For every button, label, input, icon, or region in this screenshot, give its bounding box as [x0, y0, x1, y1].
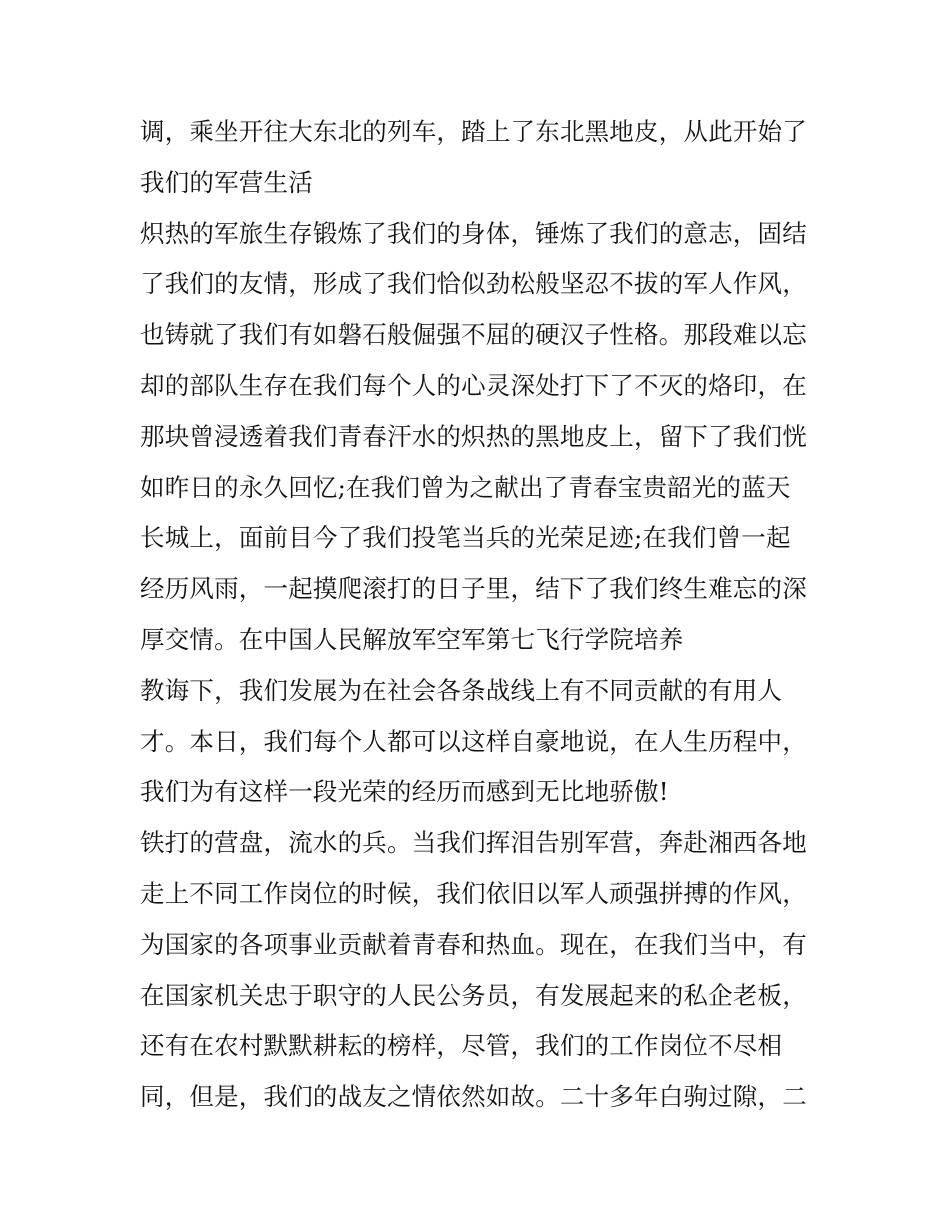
text-line: 也铸就了我们有如磐石般倔强不屈的硬汉子性格。那段难以忘 [140, 320, 807, 350]
text-line: 在国家机关忠于职守的人民公务员，有发展起来的私企老板， [140, 980, 807, 1010]
text-line: 长城上，面前目今了我们投笔当兵的光荣足迹;在我们曾一起 [140, 523, 791, 553]
text-line: 走上不同工作岗位的时候，我们依旧以军人顽强拼搏的作风， [140, 878, 807, 908]
text-line: 经历风雨，一起摸爬滚打的日子里，结下了我们终生难忘的深 [140, 574, 807, 604]
text-line: 我们为有这样一段光荣的经历而感到无比地骄傲! [140, 777, 669, 807]
text-line: 还有在农村默默耕耘的榜样，尽管，我们的工作岗位不尽相 [140, 1031, 783, 1061]
text-line: 同，但是，我们的战友之情依然如故。二十多年白驹过隙，二 [140, 1082, 807, 1112]
document-body-text [140, 107, 820, 1123]
text-line: 教诲下，我们发展为在社会各条战线上有不同贡献的有用人 [140, 675, 783, 705]
text-line: 我们的军营生活 [140, 167, 313, 197]
text-line: 才。本日，我们每个人都可以这样自豪地说，在人生历程中， [140, 726, 807, 756]
text-line: 为国家的各项事业贡献着青春和热血。现在，在我们当中，有 [140, 929, 807, 959]
text-line: 调，乘坐开往大东北的列车，踏上了东北黑地皮，从此开始了 [140, 117, 807, 146]
text-line: 铁打的营盘，流水的兵。当我们挥泪告别军营，奔赴湘西各地 [140, 828, 807, 858]
text-line: 炽热的军旅生存锻炼了我们的身体，锤炼了我们的意志，固结 [140, 218, 807, 248]
text-line: 了我们的友情，形成了我们恰似劲松般坚忍不拔的军人作风， [140, 269, 807, 299]
text-line: 却的部队生存在我们每个人的心灵深处打下了不灭的烙印，在 [140, 370, 807, 400]
text-line: 厚交情。在中国人民解放军空军第七飞行学院培养 [140, 624, 684, 654]
text-line: 如昨日的永久回忆;在我们曾为之献出了青春宝贵韶光的蓝天 [140, 472, 791, 502]
text-line: 那块曾浸透着我们青春汗水的炽热的黑地皮上，留下了我们恍 [140, 421, 807, 451]
